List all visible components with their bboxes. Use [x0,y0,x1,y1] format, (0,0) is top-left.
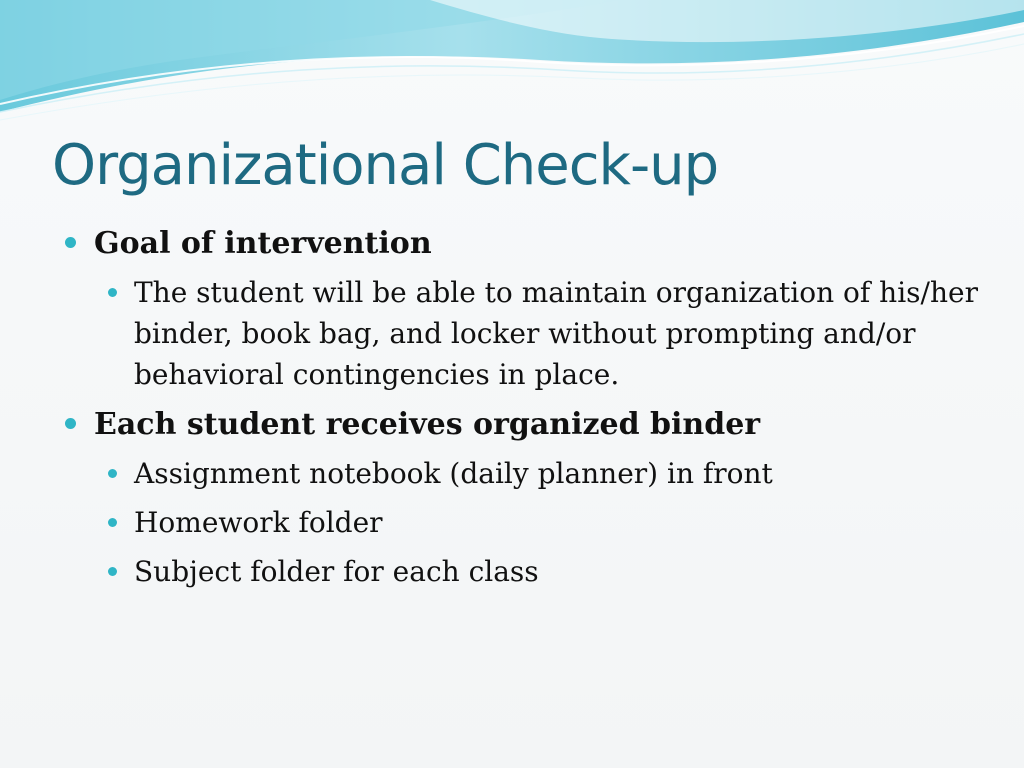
bullet-dot-icon [108,469,117,478]
sub-bullet-text: The student will be able to maintain organization of his/her binder, book bag, and locker without prompting and/or behavioral contingencies in place. [134,276,978,391]
sub-bullet-item [60,272,980,395]
bullet-dot-icon [108,518,117,527]
bullet-text: Goal of intervention [94,226,432,261]
bullet-text: Each student receives organized binder [94,407,761,442]
slide-title: Organizational Check-up [52,133,719,198]
sub-bullet-text: Homework folder [134,506,383,539]
bullet-dot-icon [65,237,76,248]
bullet-item [60,403,980,447]
bullet-dot-icon [108,288,117,297]
sub-bullet-text: Subject folder for each class [134,555,539,588]
bullet-dot-icon [65,418,76,429]
sub-bullet-list [60,453,980,592]
sub-bullet-text: Assignment notebook (daily planner) in front [134,457,773,490]
header-wave-decoration [0,0,1024,130]
sub-bullet-item [60,502,980,543]
sub-bullet-list [60,272,980,395]
bullet-item [60,222,980,266]
bullet-list [60,222,980,600]
sub-bullet-item [60,453,980,494]
sub-bullet-item [60,551,980,592]
bullet-dot-icon [108,567,117,576]
